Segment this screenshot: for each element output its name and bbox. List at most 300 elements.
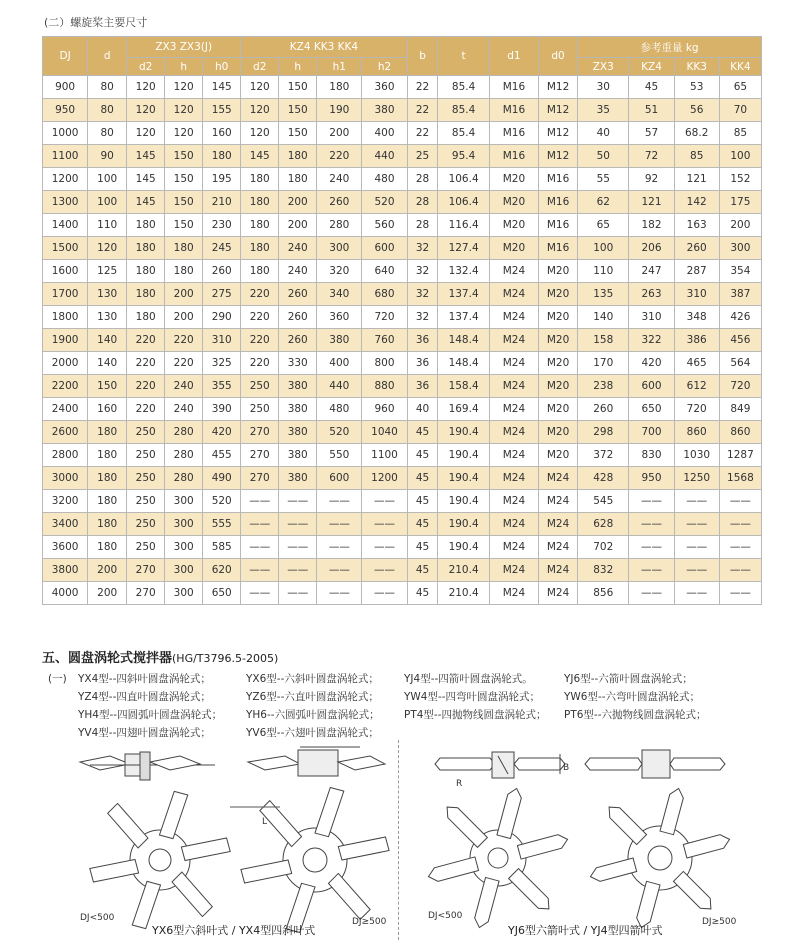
table-cell: 3600 [43,536,88,559]
table-cell: 360 [317,306,362,329]
table-cell: 180 [241,214,279,237]
table-cell: 700 [629,421,674,444]
table-cell: 250 [241,375,279,398]
table-cell: 120 [165,76,203,99]
table-cell: 25 [407,145,438,168]
table-cell: 300 [165,582,203,605]
type-item: YZ6型--六直叶圆盘涡轮式； [246,691,379,703]
table-cell: 250 [127,444,165,467]
table-cell: 260 [279,283,317,306]
table-cell: 121 [674,168,719,191]
subheader-cell: h [165,58,203,76]
table-cell: M20 [539,329,578,352]
table-cell: 702 [578,536,629,559]
table-cell: 100 [88,191,127,214]
table-cell: 72 [629,145,674,168]
table-cell: 200 [279,191,317,214]
table-cell: 280 [165,467,203,490]
turbine-blade [683,833,731,858]
table-cell: 372 [578,444,629,467]
table-cell: 856 [578,582,629,605]
subheader-cell: h1 [317,58,362,76]
table-cell: 520 [362,191,407,214]
table-cell: 92 [629,168,674,191]
table-cell: 180 [279,145,317,168]
table-cell: 390 [203,398,241,421]
table-cell: 127.4 [438,237,489,260]
table-row [43,260,762,283]
table-cell: —— [279,490,317,513]
table-cell: 220 [127,352,165,375]
table-cell: 612 [674,375,719,398]
table-cell: 190.4 [438,444,489,467]
table-cell: 182 [629,214,674,237]
subheader-cell: KZ4 [629,58,674,76]
table-cell: 190.4 [438,536,489,559]
right-dj-small: DJ<500 [428,911,463,921]
table-cell: 426 [719,306,761,329]
table-cell: 56 [674,99,719,122]
type-item: YH4型--四圆弧叶圆盘涡轮式； [78,709,223,721]
table-cell: 270 [127,582,165,605]
table-cell: 400 [317,352,362,375]
table-cell: 545 [578,490,629,513]
table-cell: 150 [279,99,317,122]
table-cell: 110 [88,214,127,237]
table-cell: 300 [165,490,203,513]
table-cell: M16 [539,168,578,191]
table-cell: 130 [88,306,127,329]
table-cell: 3400 [43,513,88,536]
table-cell: 2800 [43,444,88,467]
section-standard: (HG/T3796.5-2005) [172,652,279,665]
table-cell: 760 [362,329,407,352]
table-cell: 620 [203,559,241,582]
table-cell: M20 [539,398,578,421]
table-cell: 2000 [43,352,88,375]
turbine-blade [241,857,292,886]
table-cell: 1287 [719,444,761,467]
table-cell: 298 [578,421,629,444]
table-cell: M24 [489,398,538,421]
table-cell: M24 [489,490,538,513]
table-cell: 121 [629,191,674,214]
table-cell: 80 [88,122,127,145]
table-cell: M20 [489,191,538,214]
arrow-blade-turbine-figure [420,742,750,942]
table-cell: 240 [279,237,317,260]
table-cell: 145 [127,168,165,191]
table-cell: 35 [578,99,629,122]
table-cell: 137.4 [438,306,489,329]
table-cell: 180 [88,467,127,490]
table-cell: 220 [127,329,165,352]
table-cell: 220 [241,306,279,329]
table-cell: 200 [88,559,127,582]
table-cell: 380 [362,99,407,122]
table-cell: 247 [629,260,674,283]
table-cell: 720 [719,375,761,398]
table-cell: 287 [674,260,719,283]
table-cell: 380 [279,375,317,398]
table-cell: M24 [489,375,538,398]
table-cell: 140 [88,352,127,375]
table-cell: 85 [719,122,761,145]
turbine-blade [604,802,646,844]
arrow-six-blade-large [589,787,732,930]
table-cell: 200 [279,214,317,237]
table-cell: 1200 [43,168,88,191]
table-cell: 55 [578,168,629,191]
table-cell: 300 [165,536,203,559]
table-cell: 36 [407,375,438,398]
table-cell: —— [317,513,362,536]
table-cell: 137.4 [438,283,489,306]
turbine-blade [427,857,479,883]
table-cell: M24 [539,536,578,559]
propeller-dimension-table [42,36,762,605]
table-cell: 270 [127,559,165,582]
table-cell: M20 [539,283,578,306]
table-cell: 849 [719,398,761,421]
table-row [43,467,762,490]
table-cell: —— [719,513,761,536]
table-cell: M20 [489,214,538,237]
table-cell: 420 [203,421,241,444]
table-cell: 354 [719,260,761,283]
type-prefix [48,724,78,742]
type-item: YX4型--四斜叶圆盘涡轮式； [78,673,211,685]
table-cell: M20 [539,260,578,283]
subheader-cell: KK3 [674,58,719,76]
table-cell: 190.4 [438,421,489,444]
table-cell: 1800 [43,306,88,329]
table-cell: 32 [407,260,438,283]
table-cell: —— [719,536,761,559]
table-cell: 135 [578,283,629,306]
table-cell: 250 [127,467,165,490]
table-cell: 32 [407,283,438,306]
table-row [43,421,762,444]
table-cell: 40 [407,398,438,421]
table-cell: 30 [578,76,629,99]
table-cell: 65 [578,214,629,237]
table-cell: M16 [489,99,538,122]
table-cell: 180 [127,237,165,260]
table-cell: 145 [203,76,241,99]
table-cell: 190.4 [438,513,489,536]
table-cell: —— [362,513,407,536]
turbine-blade [589,858,637,883]
table-cell: 1000 [43,122,88,145]
table-cell: 260 [203,260,241,283]
table-cell: 28 [407,214,438,237]
table-cell: 1030 [674,444,719,467]
table-cell: 195 [203,168,241,191]
table-cell: 628 [578,513,629,536]
table-cell: M16 [539,237,578,260]
table-cell: 720 [674,398,719,421]
table-cell: 120 [127,99,165,122]
table-cell: 650 [203,582,241,605]
table-cell: 45 [407,582,438,605]
table-cell: 310 [629,306,674,329]
six-blade-small-top-view [90,791,230,930]
table-cell: 180 [127,260,165,283]
table-cell: M24 [539,467,578,490]
table-cell: 300 [317,237,362,260]
table-cell: 180 [88,490,127,513]
table-cell: —— [629,559,674,582]
table-cell: 1100 [362,444,407,467]
table-cell: 120 [165,99,203,122]
table-cell: M16 [539,191,578,214]
table-row [43,536,762,559]
table-cell: 950 [43,99,88,122]
table-cell: 860 [674,421,719,444]
section-title [42,647,278,666]
table-cell: 555 [203,513,241,536]
turbine-blade [315,787,344,838]
turbine-blade [660,787,685,835]
table-cell: 120 [88,237,127,260]
table-cell: 95.4 [438,145,489,168]
turbine-blade [181,835,230,863]
turbine-blade [673,871,715,913]
table-cell: 240 [317,168,362,191]
table-cell: 180 [241,191,279,214]
table-cell: M12 [539,122,578,145]
table-cell: M20 [489,168,538,191]
table-cell: 720 [362,306,407,329]
table-cell: 180 [203,145,241,168]
header-d: d [88,37,127,76]
type-item: YZ4型--四直叶圆盘涡轮式； [78,691,211,703]
table-cell: 220 [241,352,279,375]
table-cell: —— [362,559,407,582]
table-cell: 900 [43,76,88,99]
table-cell: 380 [317,329,362,352]
turbine-blade [509,869,554,914]
table-cell: —— [362,536,407,559]
table-cell: 180 [88,536,127,559]
table-cell: 950 [629,467,674,490]
table-cell: —— [629,513,674,536]
table-cell: 640 [362,260,407,283]
table-cell: 2600 [43,421,88,444]
table-cell: 428 [578,467,629,490]
table-cell: —— [241,536,279,559]
table-cell: 145 [127,191,165,214]
table-row [43,283,762,306]
table-cell: 440 [317,375,362,398]
table-cell: 550 [317,444,362,467]
table-cell: 250 [127,513,165,536]
table-cell: 45 [407,559,438,582]
table-cell: M24 [489,306,538,329]
type-prefix: (一) [48,673,67,685]
agitator-type-list [48,670,744,742]
table-cell: —— [719,559,761,582]
table-cell: 300 [719,237,761,260]
table-cell: 116.4 [438,214,489,237]
table-cell: 800 [362,352,407,375]
table-cell: 455 [203,444,241,467]
table-cell: 386 [674,329,719,352]
table-cell: 1600 [43,260,88,283]
header-t: t [438,37,489,76]
header-d0: d0 [539,37,578,76]
table-cell: M24 [539,490,578,513]
table-cell: 180 [127,214,165,237]
table-cell: 85.4 [438,76,489,99]
type-prefix [48,688,78,706]
table-cell: 45 [407,444,438,467]
table-cell: 85 [674,145,719,168]
table-cell: —— [241,490,279,513]
type-item: YJ6型--六箭叶圆盘涡轮式； [564,673,693,685]
right-figure-caption: YJ6型六箭叶式 / YJ4型四箭叶式 [508,924,663,937]
table-row [43,237,762,260]
table-cell: M16 [489,145,538,168]
table-cell: 420 [629,352,674,375]
table-cell: 280 [165,421,203,444]
table-cell: 387 [719,283,761,306]
table-row [43,559,762,582]
table-cell: 310 [674,283,719,306]
subheader-cell: d2 [241,58,279,76]
table-cell: 180 [88,444,127,467]
table-cell: M16 [489,76,538,99]
table-cell: 120 [241,76,279,99]
table-cell: 70 [719,99,761,122]
type-item: PT6型--六抛物线圆盘涡轮式； [564,709,707,721]
table-cell: 180 [241,237,279,260]
table-cell: 263 [629,283,674,306]
table-cell: 250 [127,421,165,444]
table-cell: 1568 [719,467,761,490]
header-d1: d1 [489,37,538,76]
table-cell: —— [719,490,761,513]
table-cell: 275 [203,283,241,306]
table-cell: 32 [407,306,438,329]
type-item: PT4型--四抛物线圆盘涡轮式； [404,709,547,721]
table-cell: 240 [279,260,317,283]
table-cell: 45 [407,467,438,490]
table-cell: 238 [578,375,629,398]
table-cell: 280 [165,444,203,467]
dim-l-label: L [262,817,268,827]
table-cell: 132.4 [438,260,489,283]
table-cell: 130 [88,283,127,306]
table-cell: 40 [578,122,629,145]
type-row [48,724,744,742]
table-cell: 160 [203,122,241,145]
subheader-cell: h2 [362,58,407,76]
table-cell: 220 [165,329,203,352]
table-cell: 120 [241,99,279,122]
table-cell: —— [674,490,719,513]
table-cell: 340 [317,283,362,306]
table-cell: M24 [489,536,538,559]
table-cell: 325 [203,352,241,375]
table-cell: —— [279,582,317,605]
table-cell: 36 [407,352,438,375]
table-cell: 57 [629,122,674,145]
table-cell: 45 [407,536,438,559]
table-cell: 220 [317,145,362,168]
table-cell: 125 [88,260,127,283]
table-cell: M24 [489,582,538,605]
table-cell: 68.2 [674,122,719,145]
section-title-text: 五、圆盘涡轮式搅拌器 [42,651,173,666]
table-cell: 85.4 [438,99,489,122]
table-cell: 250 [241,398,279,421]
table-cell: 28 [407,191,438,214]
table-cell: 120 [127,76,165,99]
table-row [43,122,762,145]
turbine-blade [473,877,499,929]
table-cell: 2400 [43,398,88,421]
table-cell: 830 [629,444,674,467]
table-cell: M16 [489,122,538,145]
turbine-blade [90,857,139,885]
table-cell: 45 [407,490,438,513]
arrow-side-view-small [435,752,565,778]
type-item [404,724,564,742]
table-cell: 520 [317,421,362,444]
table-cell: 260 [279,306,317,329]
table-cell: 180 [165,237,203,260]
type-item: YH6--六圆弧叶圆盘涡轮式； [246,709,380,721]
table-cell: 348 [674,306,719,329]
table-cell: 380 [279,398,317,421]
table-cell: 90 [88,145,127,168]
type-row [48,670,744,688]
table-cell: M20 [539,352,578,375]
table-cell: M24 [489,283,538,306]
table-cell: 480 [317,398,362,421]
table-cell: 142 [674,191,719,214]
table-cell: 150 [279,122,317,145]
table-cell: 220 [165,352,203,375]
table-cell: 190.4 [438,490,489,513]
table-cell: 1400 [43,214,88,237]
table-cell: 355 [203,375,241,398]
table-cell: 155 [203,99,241,122]
dim-r-label: R [456,779,463,789]
table-cell: 145 [127,145,165,168]
header-zx3: ZX3 ZX3(J) [127,37,241,58]
table-cell: 1300 [43,191,88,214]
turbine-blade [517,833,569,859]
turbine-blade [326,873,372,919]
table-cell: 150 [165,214,203,237]
table-cell: —— [674,582,719,605]
table-cell: —— [629,490,674,513]
table-cell: 600 [362,237,407,260]
table-cell: 152 [719,168,761,191]
table-cell: 148.4 [438,352,489,375]
table-cell: —— [317,582,362,605]
table-cell: M20 [489,237,538,260]
table-cell: 106.4 [438,191,489,214]
table-cell: 456 [719,329,761,352]
table-cell: M12 [539,145,578,168]
table-cell: 1500 [43,237,88,260]
table-cell: 180 [241,168,279,191]
table-row [43,490,762,513]
